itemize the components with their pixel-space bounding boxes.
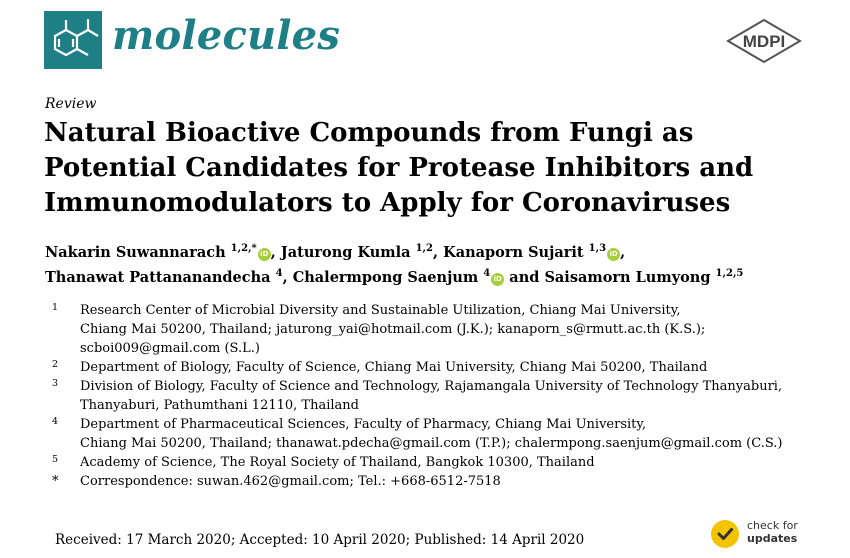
author-affiliation-marker: 4	[275, 268, 283, 279]
title-line: Potential Candidates for Protease Inhibitors and	[44, 153, 754, 183]
affiliation-item	[52, 415, 842, 453]
title-line: Natural Bioactive Compounds from Fungi as	[44, 118, 694, 148]
affiliation-line: Division of Biology, Faculty of Science and Technology, Rajamangala University of Technology Thanyaburi,	[80, 379, 783, 394]
publisher-name: MDPI	[742, 32, 786, 51]
affiliation-number: 2	[52, 359, 59, 370]
author-affiliation-marker: 1,2,*	[230, 243, 257, 254]
publisher-logo-icon	[724, 18, 804, 64]
affiliation-item	[52, 301, 842, 358]
journal-name: molecules	[112, 12, 341, 59]
affiliation-list	[52, 301, 842, 491]
affiliation-number: 3	[52, 378, 59, 389]
correspondence-line: Correspondence: suwan.462@gmail.com; Tel.: +668-6512-7518	[80, 474, 501, 489]
affiliation-line: Department of Pharmaceutical Sciences, Faculty of Pharmacy, Chiang Mai University,	[80, 417, 647, 432]
check-updates-label: check for	[747, 519, 798, 532]
author-name[interactable]: Saisamorn Lumyong	[544, 269, 711, 286]
author-list: Nakarin Suwannarach $^{1,2,*}$ iD , Jaturong Kumla $^{1,2}$, Kanaporn Sujarit $^{1,3}$ iD , Thanawat Pattananandecha $^4$, Chalermpong Saenjum $^4$ iD and Saisamorn Lumyong $^{1,2,5}$	[45, 243, 744, 286]
affiliation-line: scboi009@gmail.com (S.L.)	[80, 341, 260, 356]
author-name[interactable]: Chalermpong Saenjum	[292, 269, 479, 286]
orcid-icon[interactable]: iD	[258, 248, 271, 261]
affiliation-item	[52, 358, 842, 377]
article-type: Review	[45, 96, 97, 112]
author-affiliation-marker: 1,2,5	[715, 268, 744, 279]
affiliation-item	[52, 377, 842, 415]
affiliation-line: Chiang Mai 50200, Thailand; thanawat.pdecha@gmail.com (T.P.); chalermpong.saenjum@gmail.com (C.S.)	[80, 436, 783, 451]
affiliation-line: Academy of Science, The Royal Society of Thailand, Bangkok 10300, Thailand	[80, 455, 595, 470]
affiliation-line: Thanyaburi, Pathumthani 12110, Thailand	[80, 398, 359, 413]
affiliation-item	[52, 472, 842, 491]
affiliation-item	[52, 453, 842, 472]
orcid-icon[interactable]: iD	[491, 273, 504, 286]
affiliation-number: 5	[52, 454, 59, 465]
check-updates-label-bold: updates	[747, 532, 798, 545]
author-name[interactable]: Nakarin Suwannarach	[45, 244, 226, 261]
affiliation-line: Research Center of Microbial Diversity and Sustainable Utilization, Chiang Mai University,	[80, 303, 681, 318]
author-affiliation-marker: 1,3	[588, 243, 607, 254]
affiliation-line: Chiang Mai 50200, Thailand; jaturong_yai@hotmail.com (J.K.); kanaporn_s@rmutt.ac.th (K.S.);	[80, 322, 706, 337]
affiliation-line: Department of Biology, Faculty of Science, Chiang Mai University, Chiang Mai 50200, Thailand	[80, 360, 708, 375]
orcid-icon[interactable]: iD	[607, 248, 620, 261]
author-connector: and	[509, 269, 540, 286]
correspondence-marker: *	[52, 474, 59, 489]
author-affiliation-marker: 1,2	[415, 243, 433, 254]
article-title	[44, 116, 824, 221]
publication-dates: Received: 17 March 2020; Accepted: 10 April 2020; Published: 14 April 2020	[55, 532, 585, 548]
author-name[interactable]: Kanaporn Sujarit	[443, 244, 584, 261]
author-name[interactable]: Thanawat Pattananandecha	[45, 269, 271, 286]
author-name[interactable]: Jaturong Kumla	[280, 244, 411, 261]
affiliation-number: 4	[52, 416, 59, 427]
check-for-updates-button[interactable]	[709, 518, 809, 552]
journal-logo-icon	[44, 11, 102, 69]
title-line: Immunomodulators to Apply for Coronaviruses	[44, 188, 731, 218]
affiliation-number: 1	[52, 302, 59, 313]
check-updates-icon	[711, 520, 739, 548]
author-affiliation-marker: 4	[483, 268, 491, 279]
